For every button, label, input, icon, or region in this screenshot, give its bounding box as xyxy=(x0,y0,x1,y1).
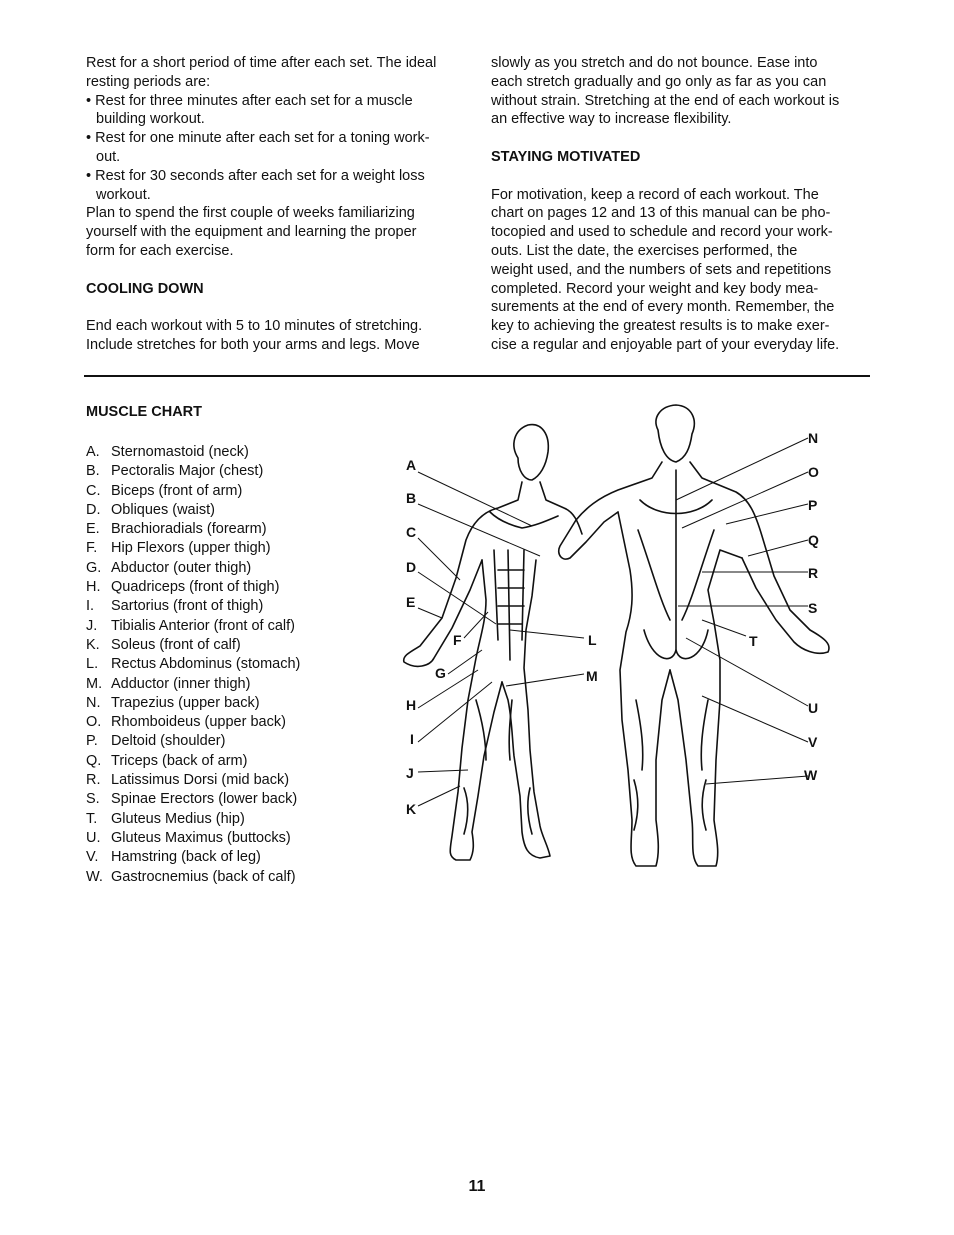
section-divider xyxy=(84,375,870,377)
page-number: 11 xyxy=(468,1178,486,1195)
label-p: P xyxy=(808,497,818,513)
legend-item: H. Quadriceps (front of thigh) xyxy=(86,579,280,596)
stretch-line-1: slowly as you stretch and do not bounce. Ease into xyxy=(491,55,818,71)
legend-item: E. Brachioradials (forearm) xyxy=(86,521,267,538)
motivated-line-4: outs. List the date, the exercises performed, the xyxy=(491,242,798,259)
label-a: A xyxy=(406,457,417,473)
label-o: O xyxy=(808,464,819,480)
label-d: D xyxy=(406,559,417,575)
motivated-line-1: For motivation, keep a record of each workout. The xyxy=(491,186,819,203)
rest-bullet-3: • Rest for 30 seconds after each set for a weight loss workout. xyxy=(86,167,470,205)
leader-line-w xyxy=(706,776,808,784)
legend-item: F. Hip Flexors (upper thigh) xyxy=(86,540,271,557)
rest-intro-line-1: Rest for a short period of time after each set. The ideal xyxy=(86,55,437,71)
motivated-line-3: tocopied and used to schedule and record your work- xyxy=(491,224,833,241)
legend-item: U. Gluteus Maximus (buttocks) xyxy=(86,829,291,846)
motivated-line-5: weight used, and the numbers of sets and repetitions xyxy=(491,261,832,278)
legend-item: L. Rectus Abdominus (stomach) xyxy=(86,656,301,673)
leader-line-i xyxy=(418,682,492,742)
leader-line-f xyxy=(464,612,488,638)
legend-item: J. Tibialis Anterior (front of calf) xyxy=(86,617,295,634)
leader-line-b xyxy=(418,504,540,556)
leader-line-c xyxy=(418,538,460,580)
label-j: J xyxy=(406,765,414,781)
label-b: B xyxy=(406,490,417,506)
leader-line-u xyxy=(686,638,808,706)
legend-item: V. Hamstring (back of leg) xyxy=(86,849,261,866)
legend-item: Q. Triceps (back of arm) xyxy=(86,752,248,769)
label-s: S xyxy=(808,600,818,616)
legend-item: S. Spinae Erectors (lower back) xyxy=(86,791,298,808)
label-g: G xyxy=(435,665,446,681)
leader-line-p xyxy=(726,504,808,524)
label-m: M xyxy=(586,668,598,684)
muscle-figure-illustration xyxy=(390,400,850,890)
legend-item: I. Sartorius (front of thigh) xyxy=(86,598,264,615)
rest-intro-line-2: resting periods are: xyxy=(86,73,211,90)
stretch-line-3: without strain. Stretching at the end of each workout is xyxy=(491,92,840,109)
legend-item: T. Gluteus Medius (hip) xyxy=(86,810,245,827)
label-w: W xyxy=(804,767,818,783)
right-text-column xyxy=(491,54,875,355)
label-l: L xyxy=(588,632,597,648)
figure-labels xyxy=(406,430,819,817)
cooling-down-heading: COOLING DOWN xyxy=(86,280,204,297)
leader-line-t xyxy=(702,620,746,636)
label-h: H xyxy=(406,697,417,713)
motivated-line-2: chart on pages 12 and 13 of this manual can be pho- xyxy=(491,205,831,222)
stretch-line-4: an effective way to increase flexibility. xyxy=(491,111,732,128)
label-c: C xyxy=(406,524,417,540)
staying-motivated-heading: STAYING MOTIVATED xyxy=(491,148,641,165)
plan-line-2: yourself with the equipment and learning the proper xyxy=(86,224,417,241)
legend-item: N. Trapezius (upper back) xyxy=(86,694,260,711)
legend-item: P. Deltoid (shoulder) xyxy=(86,733,226,750)
plan-line-1: Plan to spend the first couple of weeks familiarizing xyxy=(86,205,415,222)
plan-line-3: form for each exercise. xyxy=(86,242,234,259)
label-k: K xyxy=(406,801,417,817)
rest-bullet-1: • Rest for three minutes after each set for a muscle building workout. xyxy=(86,92,470,130)
muscle-figure-svg xyxy=(390,400,850,890)
left-text-column xyxy=(86,54,470,355)
leader-line-a xyxy=(418,472,532,526)
leader-line-q xyxy=(748,540,808,556)
legend-item: C. Biceps (front of arm) xyxy=(86,482,243,499)
label-u: U xyxy=(808,700,819,716)
legend-item: D. Obliques (waist) xyxy=(86,501,215,518)
cooling-line-2: Include stretches for both your arms and legs. Move xyxy=(86,336,420,353)
motivated-line-6: completed. Record your weight and key body mea- xyxy=(491,280,819,297)
label-q: Q xyxy=(808,532,819,548)
leader-line-l xyxy=(510,630,584,638)
legend-item: K. Soleus (front of calf) xyxy=(86,636,241,653)
legend-item: R. Latissimus Dorsi (mid back) xyxy=(86,772,290,789)
muscle-legend xyxy=(86,443,300,887)
label-i: I xyxy=(410,731,414,747)
label-r: R xyxy=(808,565,819,581)
leader-line-h xyxy=(418,670,478,708)
legend-item: G. Abductor (outer thigh) xyxy=(86,559,252,576)
label-e: E xyxy=(406,594,416,610)
legend-item: A. Sternomastoid (neck) xyxy=(86,444,249,460)
leader-lines xyxy=(418,438,808,806)
motivated-line-9: cise a regular and enjoyable part of your everyday life. xyxy=(491,336,840,353)
legend-item: B. Pectoralis Major (chest) xyxy=(86,463,264,480)
leader-line-m xyxy=(506,674,584,686)
legend-item: M. Adductor (inner thigh) xyxy=(86,675,251,692)
legend-item: O. Rhomboideus (upper back) xyxy=(86,714,286,731)
label-n: N xyxy=(808,430,819,446)
back-body-figure xyxy=(559,405,829,866)
cooling-line-1: End each workout with 5 to 10 minutes of stretching. xyxy=(86,318,423,335)
label-f: F xyxy=(453,632,462,648)
front-body-figure xyxy=(404,425,582,860)
leader-line-e xyxy=(418,608,442,618)
legend-item: W. Gastrocnemius (back of calf) xyxy=(86,868,296,885)
label-t: T xyxy=(749,633,758,649)
stretch-line-2: each stretch gradually and go only as far as you can xyxy=(491,73,827,90)
muscle-chart-title: MUSCLE CHART xyxy=(86,404,202,420)
motivated-line-8: key to achieving the greatest results is to make exer- xyxy=(491,318,830,335)
leader-line-k xyxy=(418,786,460,806)
rest-bullet-2: • Rest for one minute after each set for a toning work- out. xyxy=(86,129,470,167)
motivated-line-7: surements at the end of every month. Remember, the xyxy=(491,299,835,316)
label-v: V xyxy=(808,734,818,750)
